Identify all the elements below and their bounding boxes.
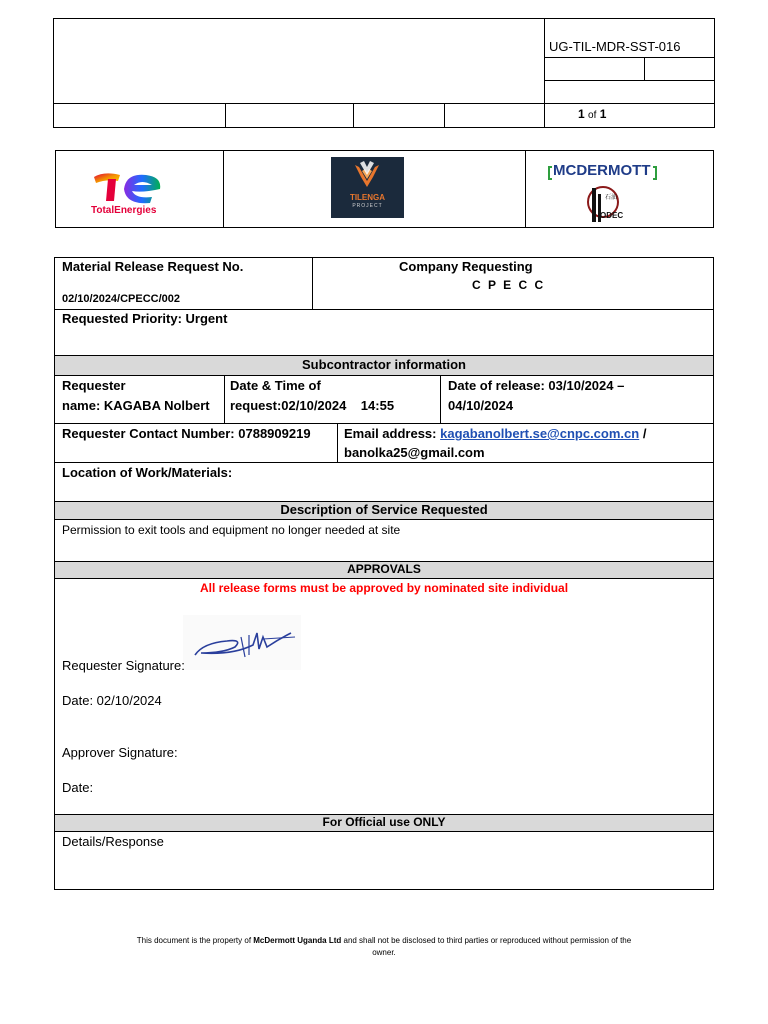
r4-div — [337, 423, 338, 463]
release-line1: Date of release: 03/10/2024 – — [448, 378, 625, 393]
page-total: 1 — [599, 107, 607, 121]
footer-pre: This document is the property of — [136, 936, 254, 945]
approval-date-2: Date: — [62, 780, 94, 795]
header-hline-3 — [53, 103, 715, 104]
company-requesting-label: Company Requesting — [399, 259, 533, 274]
signature-scribble — [183, 615, 301, 670]
email-link[interactable]: kagabanolbert.se@cnpc.com.cn — [440, 426, 640, 441]
r1-vdiv — [312, 257, 313, 309]
subcontractor-title: Subcontractor information — [302, 357, 466, 372]
page-current: 1 — [578, 107, 585, 121]
doc-code: UG-TIL-MDR-SST-016 — [549, 39, 681, 54]
priority-value: Urgent — [185, 311, 228, 326]
logos-div-1 — [223, 150, 224, 228]
tilenga-emblem — [331, 157, 404, 197]
totalenergies-wordmark: TotalEnergies — [91, 205, 157, 216]
contact-number: Requester Contact Number: 0788909219 — [62, 426, 311, 441]
header-vline — [544, 18, 545, 128]
totalenergies-mark — [90, 167, 170, 207]
mcdermott-logo — [547, 160, 659, 224]
official-band — [54, 814, 714, 832]
page-number — [578, 107, 606, 121]
approvals-band — [54, 561, 714, 579]
header-bottom-div-1 — [225, 103, 226, 128]
service-title: Description of Service Requested — [280, 502, 488, 517]
r4-top — [54, 423, 714, 424]
subcontractor-band — [54, 355, 714, 376]
service-description: Permission to exit tools and equipment no longer needed at site — [62, 523, 401, 537]
email-separator: / — [642, 426, 647, 441]
priority-row — [62, 311, 227, 326]
details-response-label: Details/Response — [62, 834, 164, 849]
email-secondary: banolka25@gmail.com — [344, 445, 485, 460]
mrr-value: 02/10/2024/CPECC/002 — [62, 293, 181, 305]
page-of: of — [588, 110, 597, 121]
datetime-line2: request:02/10/2024 14:55 — [230, 398, 395, 413]
logos-div-2 — [525, 150, 526, 228]
mcdermott-bracket-left — [548, 166, 552, 180]
doc-header-table — [53, 18, 715, 128]
header-vline-small — [644, 57, 645, 80]
requester-signature-label: Requester Signature: — [62, 658, 185, 673]
approval-date-1: Date: 02/10/2024 — [62, 693, 162, 708]
requester-line1: Requester — [62, 378, 126, 393]
tilenga-line2: PROJECT — [352, 203, 383, 209]
requester-line2: name: KAGABA Nolbert — [62, 398, 210, 413]
tilenga-line1: TILENGA — [349, 193, 386, 202]
header-hline-1 — [544, 57, 715, 58]
requester-signature-image — [183, 615, 301, 670]
approvals-notice: All release forms must be approved by nominated site individual — [199, 581, 569, 595]
header-hline-2 — [544, 80, 715, 81]
email-row — [344, 426, 646, 441]
tilenga-logo — [331, 157, 404, 218]
mrr-label: Material Release Request No. — [62, 259, 244, 274]
totalenergies-logo — [90, 167, 170, 221]
r3-div-2 — [440, 376, 441, 423]
footer-line2: owner. — [372, 948, 396, 957]
footer-note — [60, 935, 708, 959]
approver-signature-label: Approver Signature: — [62, 745, 178, 760]
company-requesting-value: C P E C C — [472, 278, 546, 292]
mcdermott-bracket-right — [653, 166, 657, 180]
sinopec-sub: ODEC — [600, 211, 624, 220]
official-title: For Official use ONLY — [322, 815, 446, 829]
email-label: Email address: — [344, 426, 437, 441]
release-line2: 04/10/2024 — [448, 398, 514, 413]
priority-label: Requested Priority: — [62, 311, 182, 326]
r2-top — [54, 309, 714, 310]
location-label: Location of Work/Materials: — [62, 465, 233, 480]
footer-company: McDermott Uganda Ltd — [253, 936, 342, 945]
approvals-title: APPROVALS — [347, 562, 421, 576]
datetime-line1: Date & Time of — [230, 378, 321, 393]
mcdermott-wordmark: MCDERMOTT — [553, 162, 651, 179]
sinopec-tower-icon — [592, 188, 596, 222]
header-bottom-div-3 — [444, 103, 445, 128]
footer-post: and shall not be disclosed to third parties or reproduced without permission of the — [341, 936, 632, 945]
sinopec-cn-text: 石油 — [605, 195, 618, 201]
service-band — [54, 501, 714, 520]
r3-div-1 — [224, 376, 225, 423]
r5-top — [54, 462, 714, 463]
header-bottom-div-2 — [353, 103, 354, 128]
